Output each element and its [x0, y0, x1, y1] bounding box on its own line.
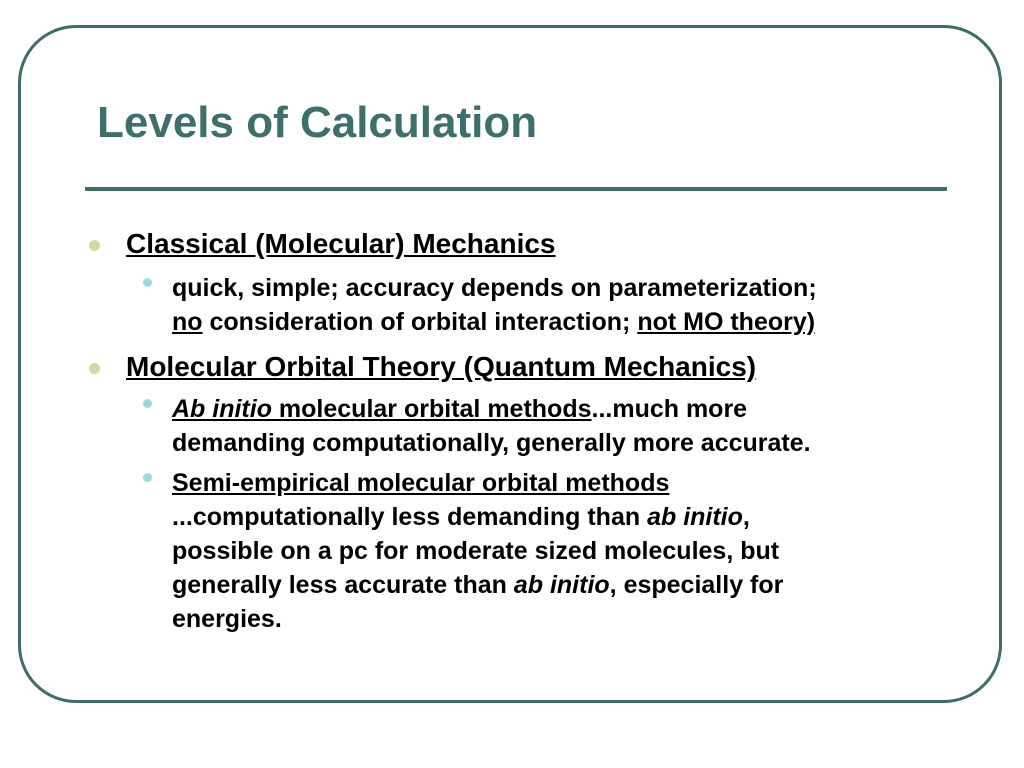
emphasis-text: ab initio	[647, 503, 743, 531]
sub-bullet-text: generally less accurate than	[172, 571, 514, 599]
sub-bullet-line	[172, 534, 779, 568]
sub-bullet-text: , especially for	[609, 571, 784, 599]
bullet-heading-text: Classical (Molecular) Mechanics	[126, 228, 556, 259]
bullet-heading-mo-theory	[126, 350, 756, 384]
sub-bullet-text: ...computationally less demanding than	[172, 503, 648, 531]
level2-bullet-dot	[143, 399, 152, 408]
sub-bullet-line	[172, 271, 817, 305]
sub-bullet-text: ...much more	[591, 395, 748, 423]
sub-bullet-line	[172, 602, 282, 636]
sub-bullet-line	[172, 305, 815, 339]
emphasis-text: Ab initio	[172, 395, 272, 423]
emphasis-text: not MO theory)	[637, 308, 816, 336]
bullet-heading-text: Molecular Orbital Theory (Quantum Mechanics)	[126, 351, 757, 382]
level2-bullet-dot	[143, 278, 152, 287]
sub-bullet-line	[172, 466, 669, 500]
sub-bullet-text: consideration of orbital interaction;	[202, 308, 638, 336]
bullet-heading-classical	[126, 227, 556, 261]
level1-bullet-dot	[89, 240, 100, 251]
sub-bullet-text: energies.	[172, 605, 282, 633]
level2-bullet-dot	[143, 473, 152, 482]
emphasis-text: no	[172, 308, 203, 336]
sub-bullet-text: possible on a pc for moderate sized molecules, but	[172, 537, 780, 565]
emphasis-text: ab initio	[513, 571, 610, 599]
sub-bullet-line	[172, 500, 750, 534]
emphasis-text: Semi-empirical molecular orbital methods	[172, 469, 670, 497]
sub-bullet-line	[172, 568, 783, 602]
sub-bullet-text: quick, simple; accuracy depends on parameterization;	[172, 274, 817, 302]
slide-title: Levels of Calculation	[97, 98, 538, 147]
emphasis-text: molecular orbital methods	[271, 395, 592, 423]
sub-bullet-text: ,	[742, 503, 750, 531]
sub-bullet-text: demanding computationally, generally more accurate.	[172, 429, 811, 457]
sub-bullet-line	[172, 426, 811, 460]
sub-bullet-line	[172, 392, 747, 426]
level1-bullet-dot	[89, 363, 100, 374]
